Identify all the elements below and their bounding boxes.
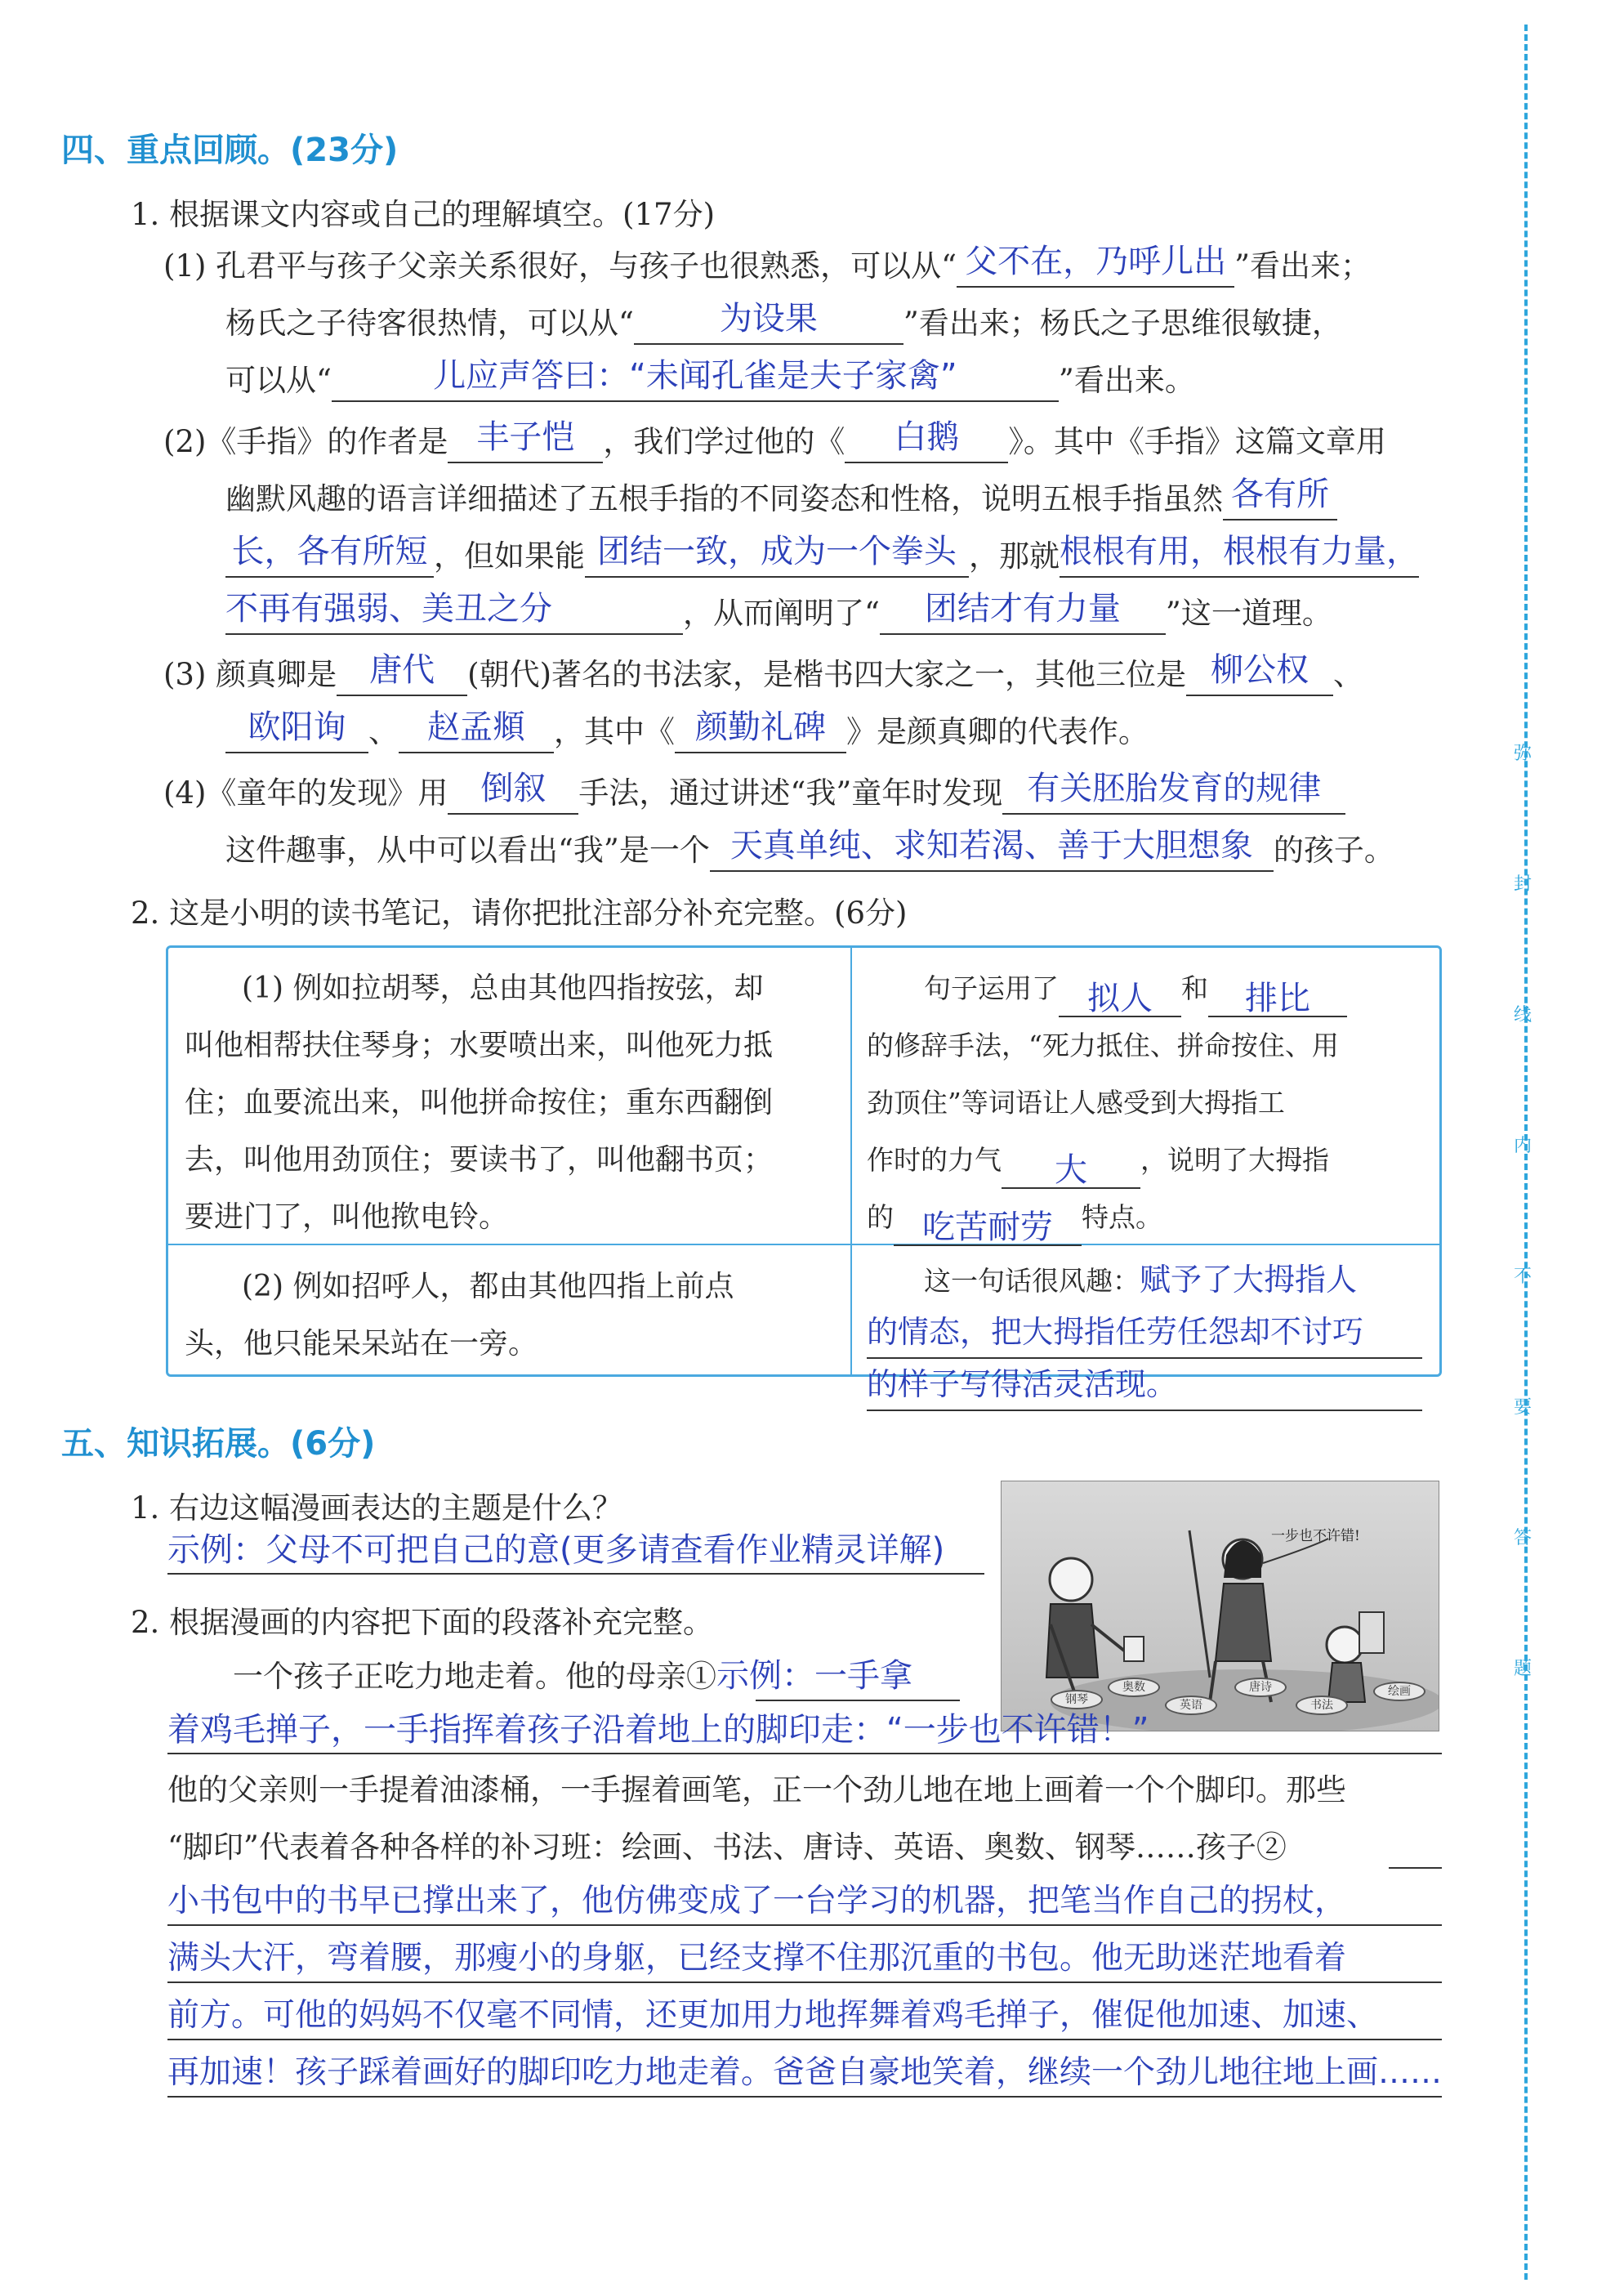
q1-part4-line1 xyxy=(163,772,1345,815)
answer: 各有所 xyxy=(1231,476,1329,513)
text: 头，他只能呆呆站在一旁。 xyxy=(185,1327,538,1360)
text: (1) 例如拉胡琴，总由其他四指按弦，却 xyxy=(242,972,764,1005)
margin-char: 题 xyxy=(1514,1659,1533,1679)
answer: 颜勤礼碑 xyxy=(695,708,826,746)
answer: 团结一致，成为一个拳头 xyxy=(597,533,957,570)
q1-part3-line2 xyxy=(225,708,1149,753)
answer-blank xyxy=(845,418,1008,463)
answer-blank xyxy=(448,770,578,815)
text: ”看出来；杨氏之子思维很敏捷， xyxy=(903,306,1342,341)
answer: 排比 xyxy=(1245,980,1310,1017)
margin-char: 答 xyxy=(1514,1528,1533,1548)
answer: 示例：一手拿 xyxy=(716,1657,912,1695)
text: 、 xyxy=(1333,657,1364,692)
q1-part4-line2 xyxy=(225,829,1394,872)
table-cell-right-1 xyxy=(867,960,1347,1246)
answer-blank xyxy=(585,533,969,578)
answer-line xyxy=(167,2039,1442,2040)
footprint: 钢琴 xyxy=(1051,1690,1103,1709)
answer-blank xyxy=(1223,476,1337,521)
comic-illustration xyxy=(1001,1481,1439,1731)
answer: 丰子恺 xyxy=(476,418,575,456)
text: (朝代)著名的书法家，是楷书四大家之一，其他三位是 xyxy=(467,657,1187,692)
text: (2)《手指》的作者是 xyxy=(163,424,448,459)
answer: 为设果 xyxy=(719,300,818,337)
answer: 儿应声答曰：“未闻孔雀是夫子家禽” xyxy=(433,357,957,395)
answer: 大 xyxy=(1055,1151,1087,1189)
answer-blank xyxy=(1002,770,1345,815)
text: 幽默风趣的语言详细描述了五根手指的不同姿态和性格，说明五根手指虽然 xyxy=(225,481,1223,516)
answer-blank xyxy=(710,827,1274,872)
answer: 欧阳询 xyxy=(248,708,346,746)
answer-blank xyxy=(675,708,846,753)
answer-blank xyxy=(225,590,683,635)
margin-char: 要 xyxy=(1514,1397,1533,1418)
answer: 吃苦耐劳 xyxy=(922,1209,1053,1246)
answer: 唐代 xyxy=(369,651,435,689)
text: ，从而阐明了“ xyxy=(683,596,880,631)
text: ，其中《 xyxy=(554,714,675,749)
text: 这一句话很风趣： xyxy=(924,1265,1140,1297)
answer: 白鹅 xyxy=(894,418,960,456)
text: 、 xyxy=(368,714,399,749)
answer-blank xyxy=(399,708,554,753)
answer: 团结才有力量 xyxy=(924,590,1121,628)
text: (3) 颜真卿是 xyxy=(163,657,337,692)
text: 作时的力气 xyxy=(867,1144,1002,1176)
question-stem: 1. 根据课文内容或自己的理解填空。(17分) xyxy=(131,197,716,232)
question-stem: 2. 根据漫画的内容把下面的段落补充完整。 xyxy=(131,1605,714,1640)
text: 和 xyxy=(1181,972,1208,1004)
answer: 满头大汗，弯着腰，那瘦小的身躯，已经支撑不住那沉重的书包。他无助迷茫地看着 xyxy=(167,1940,1347,1977)
text: (2) 例如招呼人，都由其他四指上前点 xyxy=(242,1270,734,1303)
text: 住；血要流出来，叫他拼命按住；重东西翻倒 xyxy=(185,1086,774,1119)
text: 的修辞手法，“死力抵住、拼命按住、用 xyxy=(867,1030,1339,1061)
answer-blank xyxy=(225,708,368,753)
q1-part1-line2 xyxy=(225,302,1342,345)
answer: 父不在，乃呼儿出 xyxy=(965,243,1227,280)
q1-part2-line3 xyxy=(225,535,1419,578)
answer: 天真单纯、求知若渴、善于大胆想象 xyxy=(729,827,1253,865)
q1-part3-line1 xyxy=(163,651,1364,696)
answer-line xyxy=(756,1700,960,1701)
text: 一个孩子正吃力地走着。他的母亲① xyxy=(233,1659,716,1694)
text: 》是颜真卿的代表作。 xyxy=(846,714,1149,749)
footprint: 奥数 xyxy=(1108,1678,1160,1697)
answer-blank xyxy=(634,300,903,345)
answer: 再加速！孩子踩着画好的脚印吃力地走着。爸爸自豪地笑着，继续一个劲儿地往地上画…… xyxy=(167,2054,1443,2091)
answer: 示例：父母不可把自己的意(更多请查看作业精灵详解) xyxy=(167,1531,945,1569)
answer: 拟人 xyxy=(1087,980,1153,1017)
q1-part1-line3 xyxy=(225,357,1195,402)
section-title: 四、重点回顾。(23分) xyxy=(61,132,399,169)
table-cell-left-1 xyxy=(185,960,773,1246)
answer: 赋予了大拇指人 xyxy=(1140,1262,1358,1298)
footprint: 唐诗 xyxy=(1234,1678,1287,1697)
answer-blank xyxy=(448,418,603,463)
text: (1) 孔君平与孩子父亲关系很好，与孩子也很熟悉，可以从“ xyxy=(163,248,957,284)
answer: 有关胚胎发育的规律 xyxy=(1027,770,1322,807)
answer-blank xyxy=(225,533,434,578)
text: 》。其中《手指》这篇文章用 xyxy=(1008,424,1386,459)
answer-line xyxy=(167,1924,1442,1926)
text: ，但如果能 xyxy=(434,538,585,574)
text: (4)《童年的发现》用 xyxy=(163,775,448,811)
table-cell-left-2 xyxy=(185,1258,734,1373)
margin-char: 弥 xyxy=(1514,744,1533,764)
answer-blank xyxy=(957,243,1234,288)
text: 杨氏之子待客很热情，可以从“ xyxy=(225,306,634,341)
footprint: 书法 xyxy=(1296,1696,1348,1715)
answer: 根根有用，根根有力量， xyxy=(1060,533,1419,570)
text: 句子运用了 xyxy=(924,972,1059,1004)
margin-char: 封 xyxy=(1514,874,1533,895)
paragraph-line xyxy=(233,1655,912,1698)
text: 的孩子。 xyxy=(1273,833,1394,868)
answer-blank xyxy=(332,357,1059,402)
answer-blank xyxy=(1208,976,1347,1017)
answer-blank xyxy=(337,651,467,696)
answer-blank xyxy=(1060,533,1419,578)
speech-bubble: 一步也不许错! xyxy=(1271,1528,1360,1544)
answer: 不再有强弱、美丑之分 xyxy=(225,590,552,628)
answer: 的情态，把大拇指任劳任怨却不讨巧 xyxy=(867,1307,1422,1359)
answer-line xyxy=(167,1753,1442,1754)
paragraph-line: 他的父亲则一手提着油漆桶，一手握着画笔，正一个劲儿地在地上画着一个个脚印。那些 xyxy=(167,1772,1346,1807)
answer-line xyxy=(167,2096,1442,2098)
text: ”看出来。 xyxy=(1058,363,1195,398)
text: ”这一道理。 xyxy=(1165,596,1332,631)
section-title: 五、知识拓展。(6分) xyxy=(61,1425,376,1463)
answer: 的样子写得活灵活现。 xyxy=(867,1359,1422,1411)
text: 这件趣事，从中可以看出“我”是一个 xyxy=(225,833,710,868)
reading-notes-table xyxy=(166,945,1442,1402)
question-stem: 2. 这是小明的读书笔记，请你把批注部分补充完整。(6分) xyxy=(131,896,908,931)
answer-line xyxy=(1389,1867,1442,1869)
q1-part2-line4 xyxy=(225,592,1332,635)
text: 特点。 xyxy=(1082,1201,1162,1233)
answer-blank xyxy=(1059,976,1181,1017)
answer-blank xyxy=(894,1205,1082,1246)
answer: 着鸡毛掸子，一手指挥着孩子沿着地上的脚印走：“一步也不许错！” xyxy=(167,1711,1149,1749)
text: ，那就 xyxy=(969,538,1060,574)
text: 劲顶住”等词语让人感受到大拇指工 xyxy=(867,1087,1285,1119)
paragraph-line: “脚印”代表着各种各样的补习班：绘画、书法、唐诗、英语、奥数、钢琴……孩子② xyxy=(167,1830,1287,1865)
table-cell-right-2 xyxy=(867,1254,1422,1411)
margin-char: 线 xyxy=(1514,1005,1533,1025)
answer: 前方。可他的妈妈不仅毫不同情，还更加用力地挥舞着鸡毛掸子，催促他加速、加速、 xyxy=(167,1997,1379,2034)
answer: 长，各有所短 xyxy=(231,533,428,570)
text: ，说明了大拇指 xyxy=(1140,1144,1329,1176)
text: ”看出来； xyxy=(1234,248,1372,284)
answer: 倒叙 xyxy=(480,770,547,807)
answer-line xyxy=(167,1573,984,1575)
footprint: 英语 xyxy=(1165,1696,1217,1715)
answer: 小书包中的书早已撑出来了，他仿佛变成了一台学习的机器，把笔当作自己的拐杖， xyxy=(167,1883,1347,1919)
answer: 赵孟頫 xyxy=(427,708,525,746)
q1-part1-line1 xyxy=(163,245,1371,288)
answer-blank xyxy=(880,590,1166,635)
text: 可以从“ xyxy=(225,363,332,398)
question-stem: 1. 右边这幅漫画表达的主题是什么？ xyxy=(131,1490,623,1526)
text: 去，叫他用劲顶住；要读书了，叫他翻书页； xyxy=(185,1143,774,1177)
table-divider xyxy=(850,948,852,1374)
text: 叫他相帮扶住琴身；水要喷出来，叫他死力抵 xyxy=(185,1029,774,1062)
text: ，我们学过他的《 xyxy=(603,424,845,459)
answer-blank xyxy=(1002,1148,1140,1189)
margin-char: 不 xyxy=(1514,1267,1533,1287)
text: 要进门了，叫他揿电铃。 xyxy=(185,1200,509,1234)
margin-char: 内 xyxy=(1514,1136,1533,1156)
footprint: 绘画 xyxy=(1373,1682,1425,1701)
text: 手法，通过讲述“我”童年时发现 xyxy=(578,775,1003,811)
answer-line xyxy=(167,1981,1442,1983)
answer-blank xyxy=(1186,651,1333,696)
q1-part2-line2 xyxy=(225,478,1337,521)
answer: 柳公权 xyxy=(1211,651,1309,689)
text: 的 xyxy=(867,1201,894,1233)
q1-part2-line1 xyxy=(163,418,1386,463)
